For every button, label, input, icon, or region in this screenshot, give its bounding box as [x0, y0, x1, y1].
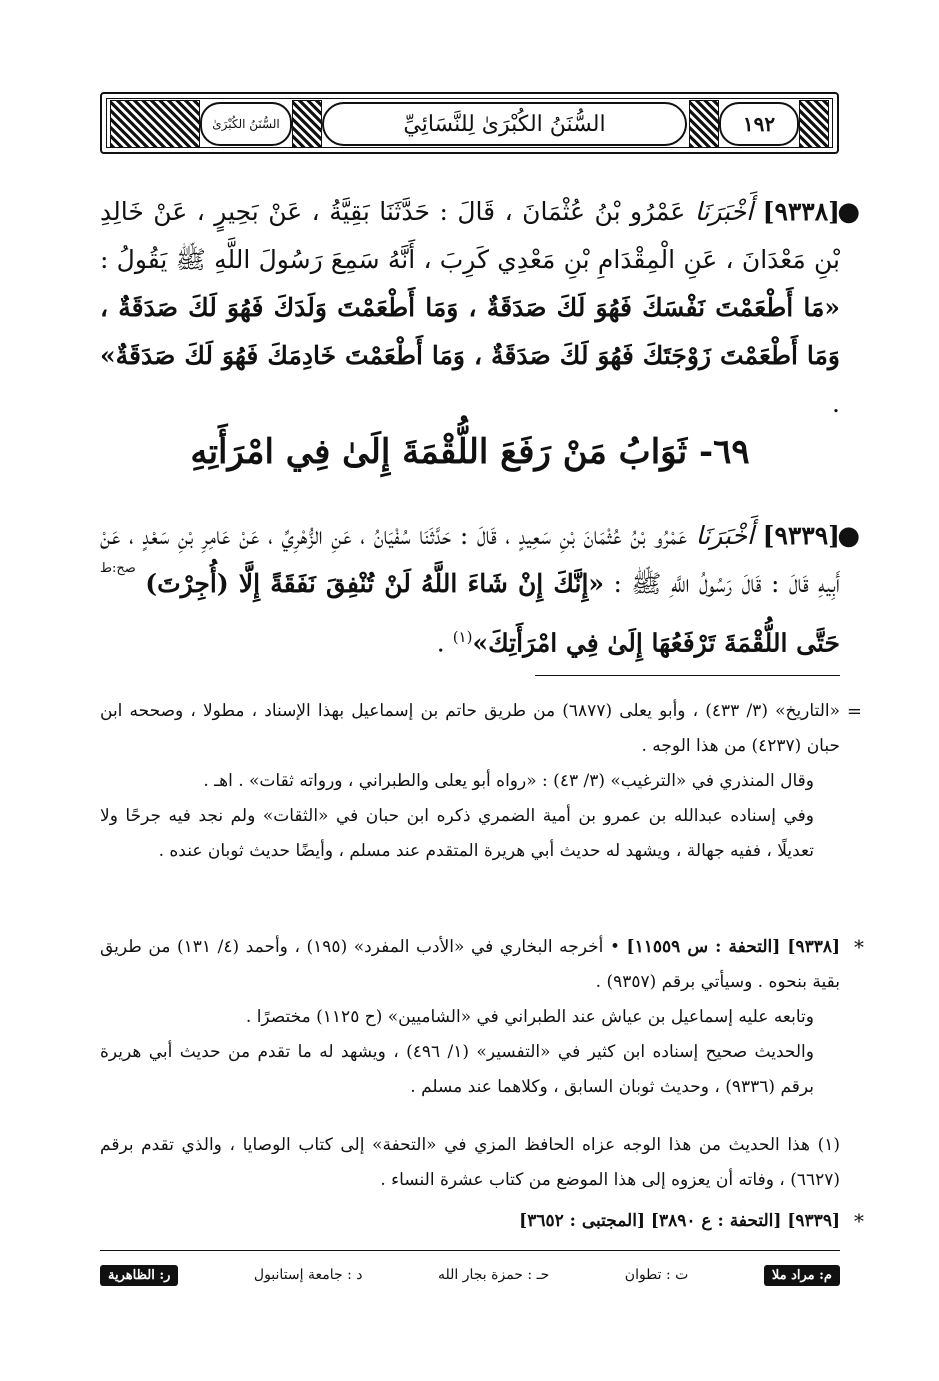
takhrij-9339	[100, 1204, 864, 1239]
takhrij-text: أخرجه البخاري في «الأدب المفرد» (١٩٥) ، وأحمد (٤/ ١٣١) من طريق بقية بنحوه . وسيأتي برقم (٩٣٥٧) .	[100, 937, 840, 992]
hadith-matn: «مَا أَطْعَمْتَ نَفْسَكَ فَهُوَ لَكَ صَدَقَةٌ ، وَمَا أَطْعَمْتَ وَلَدَكَ فَهُوَ لَكَ صَدَقَةٌ ، وَمَا أَطْعَمْتَ زَوْجَتَكَ فَهُوَ لَكَ صَدَقَةٌ ، وَمَا أَطْعَمْتَ خَادِمَكَ فَهُوَ لَكَ صَدَقَةٌ»	[100, 293, 840, 370]
hadith-number: [٩٣٣٩]	[762, 521, 841, 550]
hadith-isnad: عَمْرُو بْنُ عُثْمَانَ بْنِ سَعِيدٍ ، قَالَ : حَدَّثَنَا سُفْيَانُ ، عَنِ الزُّهْرِيِّ ، عَنْ عَامِرِ بْنِ سَعْدٍ ، عَنْ أَبِيهِ قَالَ : قَالَ رَسُولُ اللَّهِ ﷺ :	[100, 521, 840, 598]
star-icon: *	[854, 1209, 864, 1233]
star-icon: *	[854, 935, 864, 959]
takhrij-label: [٩٣٣٨] [التحفة : س ١١٥٥٩]	[626, 937, 841, 957]
footnote-continuation	[100, 694, 862, 869]
manuscript-sigla-bar	[100, 1260, 840, 1290]
book-title: السُّنَنُ الكُبْرَىٰ لِلنَّسَائِيِّ	[403, 111, 606, 137]
akhbarana-word: أَخْبَرَنَا	[694, 197, 754, 226]
manuscript-h: حـ : حمزة بجار الله	[437, 1267, 550, 1283]
hadith-number: [٩٣٣٨]	[762, 197, 840, 226]
footnote-line: وقال المنذري في «الترغيب» (٣/ ٤٣) : «رواه أبو يعلى والطبراني ، ورواته ثقات» . اهـ .	[203, 771, 814, 791]
page-number: ١٩٢	[742, 112, 776, 136]
ornament-pattern-icon	[292, 100, 322, 148]
bullet-icon: ●	[837, 197, 860, 227]
footnote-1: (١) هذا الحديث من هذا الوجه عزاه الحافظ المزي في «التحفة» إلى كتاب الوصايا ، والذي تقدم برقم (٦٦٢٧) ، وفاته أن يعزوه إلى هذا الموضع من كتاب عشرة النساء .	[100, 1135, 840, 1190]
hadith-matn-b: حَتَّى اللُّقْمَةَ تَرْفَعُهَا إِلَىٰ فِي امْرَأَتِكَ»	[472, 628, 840, 658]
chapter-heading: ٦٩- ثَوَابُ مَنْ رَفَعَ اللُّقْمَةَ إِلَىٰ فِي امْرَأَتِهِ	[190, 432, 750, 472]
bullet-icon: ●	[837, 521, 860, 551]
akhbarana-word: أَخْبَرَنَا	[695, 521, 754, 550]
takhrij-line: والحديث صحيح إسناده ابن كثير في «التفسير» (١/ ٤٩٦) ، ويشهد له ما تقدم من حديث أبي هريرة برقم (٩٣٣٦) ، وحديث ثوبان السابق ، وكلاهما عند مسلم .	[100, 1042, 814, 1097]
book-logo-medallion	[200, 102, 292, 146]
title-cartouche	[322, 102, 687, 146]
ornament-pattern-icon	[689, 100, 719, 148]
bottom-divider	[100, 1250, 840, 1251]
takhrij-9338	[100, 930, 864, 1105]
footnote-line: «التاريخ» (٣/ ٤٣٣) ، وأبو يعلى (٦٨٧٧) من طريق حاتم بن إسماعيل بهذا الإسناد ، مطولا ، وصححه ابن حبان (٤٢٣٧) من هذا الوجه .	[100, 701, 841, 756]
hadith-matn-a: «إِنَّكَ إِنْ شَاءَ اللَّهُ لَنْ تُنْفِقَ نَفَقَةً إِلَّا (أُجِرْتَ)	[145, 569, 605, 598]
manuscript-t: ت : تطوان	[624, 1267, 689, 1283]
sahh-mark: صح:ط	[100, 561, 136, 576]
takhrij-label: [٩٣٣٩] [التحفة : ع ٣٨٩٠] [المجتبى : ٣٦٥٢]	[519, 1211, 840, 1231]
page-number-medallion	[719, 102, 799, 146]
footnote-divider	[535, 675, 840, 676]
manuscript-d: د : جامعة إستانبول	[253, 1267, 363, 1283]
running-header	[100, 92, 839, 154]
hadith-end: .	[832, 389, 840, 418]
manuscript-r: ر: الظاهرية	[100, 1265, 178, 1286]
ornament-pattern-icon	[799, 100, 829, 148]
manuscript-m: م: مراد ملا	[764, 1265, 840, 1286]
continuation-marker: =	[846, 701, 862, 722]
hadith-9339	[100, 512, 860, 667]
hadith-9338	[100, 188, 860, 428]
takhrij-line: وتابعه عليه إسماعيل بن عياش عند الطبراني في «الشاميين» (ح ١١٢٥) مختصرًا .	[245, 1007, 814, 1027]
book-logo-text: السُّنَنُ الكُبْرَىٰ	[212, 117, 280, 131]
hadith-end: .	[436, 628, 445, 658]
ornament-pattern-icon	[110, 100, 200, 148]
hadith-isnad: عَمْرُو بْنُ عُثْمَانَ ، قَالَ : حَدَّثَنَا بَقِيَّةُ ، عَنْ بَحِيرٍ ، عَنْ خَالِدِ بْنِ مَعْدَانَ ، عَنِ الْمِقْدَامِ بْنِ مَعْدِي كَرِبَ ، أَنَّهُ سَمِعَ رَسُولَ اللَّهِ ﷺ يَقُولُ :	[100, 197, 840, 274]
bullet-icon: •	[609, 937, 620, 957]
footnote-line: وفي إسناده عبدالله بن عمرو بن أمية الضمري ذكره ابن حبان في «الثقات» ولم نجد فيه جرحًا ولا تعديلًا ، ففيه جهالة ، ويشهد له حديث أبي هريرة المتقدم عند مسلم ، وأيضًا حديث ثوبان عنده .	[100, 806, 814, 861]
footnote-ref: (١)	[452, 628, 473, 646]
